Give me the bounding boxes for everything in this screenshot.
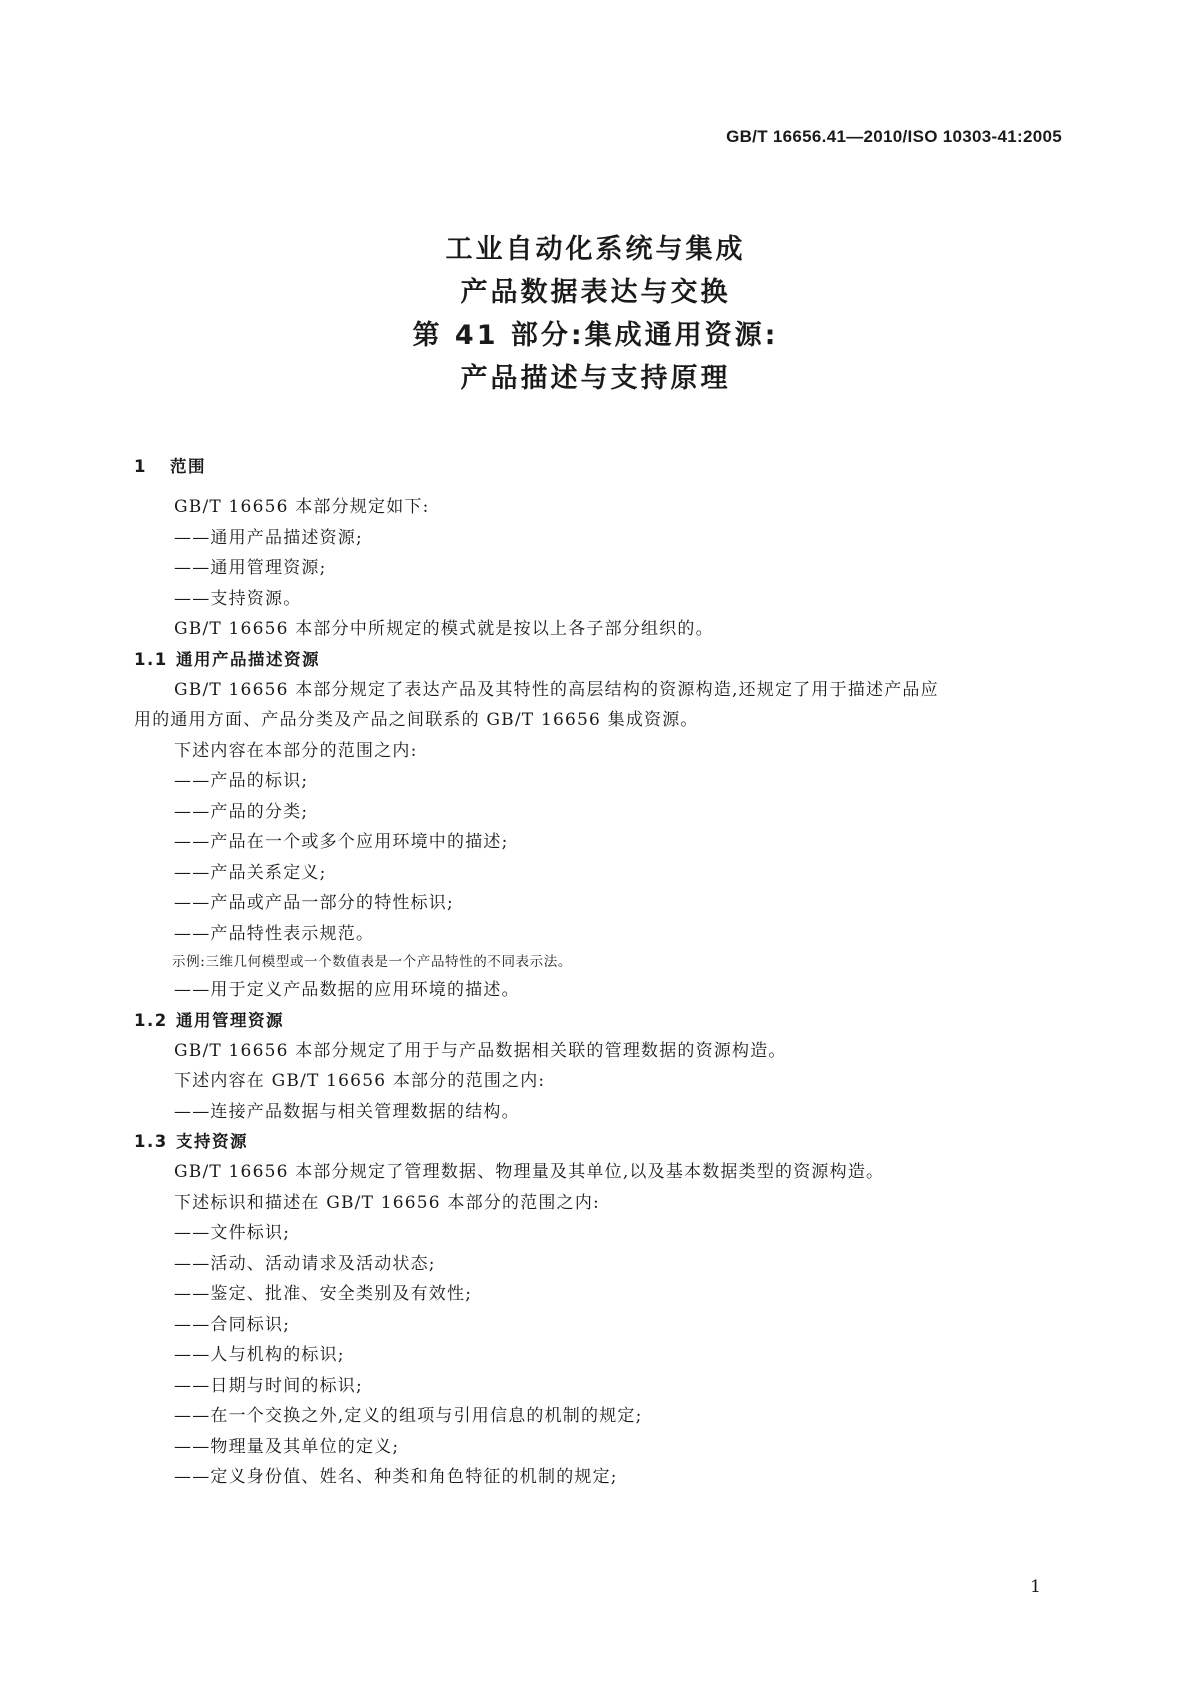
list-item: ——连接产品数据与相关管理数据的结构。 bbox=[174, 1101, 520, 1122]
title-line: 第 41 部分:集成通用资源: bbox=[412, 320, 779, 351]
section-title: 支持资源 bbox=[176, 1132, 248, 1151]
section-1-3-heading bbox=[134, 1127, 1070, 1157]
section-title: 通用产品描述资源 bbox=[176, 649, 320, 669]
list-item: ——日期与时间的标识; bbox=[174, 1375, 363, 1396]
section-number: 1 bbox=[134, 457, 147, 476]
list-item: ——人与机构的标识; bbox=[174, 1345, 345, 1365]
list-item: ——合同标识; bbox=[174, 1314, 291, 1335]
list-item: ——产品的标识; bbox=[174, 771, 309, 791]
section-number: 1.1 bbox=[134, 649, 168, 669]
paragraph: GB/T 16656 本部分规定了用于与产品数据相关联的管理数据的资源构造。 bbox=[174, 1040, 787, 1061]
paragraph: 下述内容在本部分的范围之内: bbox=[174, 740, 418, 761]
paragraph: 下述内容在 GB/T 16656 本部分的范围之内: bbox=[174, 1071, 546, 1091]
list-item: ——用于定义产品数据的应用环境的描述。 bbox=[174, 980, 520, 1000]
list-item: ——通用产品描述资源; bbox=[174, 527, 363, 548]
section-1-heading bbox=[134, 452, 1070, 482]
paragraph: GB/T 16656 本部分规定了表达产品及其特性的高层结构的资源构造,还规定了用于描述产品应 bbox=[174, 679, 939, 700]
list-item: ——产品在一个或多个应用环境中的描述; bbox=[174, 832, 509, 852]
paragraph: GB/T 16656 本部分中所规定的模式就是按以上各子部分组织的。 bbox=[174, 619, 714, 639]
paragraph: GB/T 16656 本部分规定了管理数据、物理量及其单位,以及基本数据类型的资源构造。 bbox=[174, 1162, 885, 1182]
list-item: ——产品关系定义; bbox=[174, 862, 327, 883]
section-title: 通用管理资源 bbox=[176, 1010, 284, 1030]
page-number: 1 bbox=[1030, 1577, 1041, 1597]
list-item: ——在一个交换之外,定义的组项与引用信息的机制的规定; bbox=[174, 1406, 643, 1426]
document-body bbox=[134, 452, 1070, 1493]
list-item: ——产品的分类; bbox=[174, 801, 309, 822]
list-item: ——定义身份值、姓名、种类和角色特征的机制的规定; bbox=[174, 1467, 618, 1487]
paragraph: 下述标识和描述在 GB/T 16656 本部分的范围之内: bbox=[174, 1192, 600, 1213]
paragraph: GB/T 16656 本部分规定如下: bbox=[174, 497, 430, 517]
paragraph-continuation: 用的通用方面、产品分类及产品之间联系的 GB/T 16656 集成资源。 bbox=[134, 710, 699, 730]
list-item: ——产品特性表示规范。 bbox=[174, 923, 375, 944]
section-1-2-heading bbox=[134, 1006, 1070, 1036]
title-line: 工业自动化系统与集成 bbox=[445, 234, 746, 265]
list-item: ——支持资源。 bbox=[174, 588, 302, 609]
list-item: ——产品或产品一部分的特性标识; bbox=[174, 893, 454, 913]
list-item: ——鉴定、批准、安全类别及有效性; bbox=[174, 1284, 473, 1304]
document-title bbox=[0, 228, 1191, 400]
list-item: ——活动、活动请求及活动状态; bbox=[174, 1253, 436, 1274]
standard-code: GB/T 16656.41—2010/ISO 10303-41:2005 bbox=[726, 127, 1062, 146]
section-number: 1.3 bbox=[134, 1132, 168, 1151]
title-line: 产品数据表达与交换 bbox=[460, 277, 731, 308]
example-note: 示例:三维几何模型或一个数值表是一个产品特性的不同表示法。 bbox=[172, 954, 572, 970]
list-item: ——通用管理资源; bbox=[174, 558, 327, 578]
list-item: ——文件标识; bbox=[174, 1223, 291, 1243]
section-1-1-heading bbox=[134, 645, 1070, 675]
list-item: ——物理量及其单位的定义; bbox=[174, 1436, 400, 1457]
title-line: 产品描述与支持原理 bbox=[460, 363, 731, 394]
section-number: 1.2 bbox=[134, 1010, 168, 1030]
section-title: 范围 bbox=[170, 457, 206, 476]
